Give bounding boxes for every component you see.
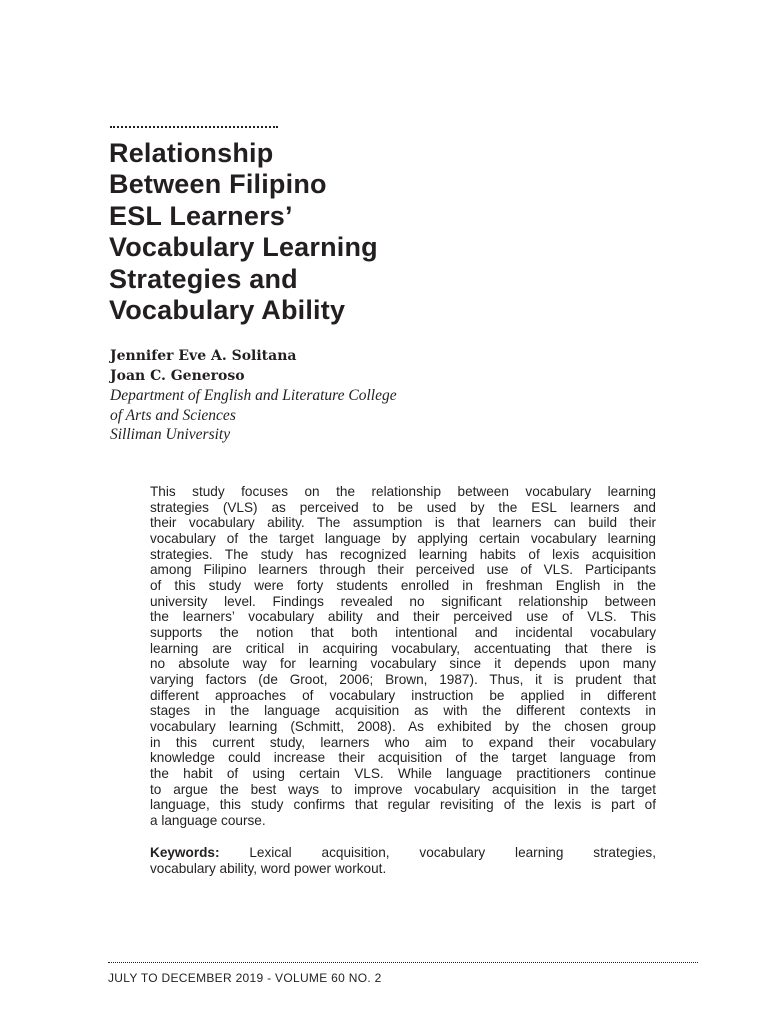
abstract-line: in this current study, learners who aim to expand their vocabulary: [150, 734, 656, 750]
abstract-line: among Filipino learners through their perceived use of VLS. Participants: [150, 562, 656, 578]
abstract-line: the habit of using certain VLS. While language practitioners continue: [150, 766, 656, 782]
abstract-line: strategies. The study has recognized learning habits of lexis acquisition: [150, 546, 656, 562]
authors: [110, 346, 296, 386]
abstract-line: stages in the language acquisition as with the different contexts in: [150, 703, 656, 719]
title-line: Vocabulary Learning: [109, 232, 378, 263]
keywords-line: [150, 845, 656, 861]
affiliation-line: Silliman University: [110, 426, 231, 443]
abstract-line: a language course.: [150, 813, 266, 829]
title-line: Between Filipino: [109, 169, 327, 200]
abstract-line: university level. Findings revealed no significant relationship between: [150, 593, 656, 609]
abstract-line: knowledge could increase their acquisition of the target language from: [150, 750, 656, 766]
abstract-line: vocabulary of the target language by applying certain vocabulary learning: [150, 531, 656, 547]
author-name: Joan C. Generoso: [110, 368, 245, 384]
title-line: ESL Learners’: [109, 200, 293, 231]
title-line: Strategies and: [109, 263, 298, 294]
affiliation-line: of Arts and Sciences: [110, 406, 236, 424]
keywords-line: vocabulary ability, word power workout.: [150, 860, 387, 876]
title-line: Relationship: [109, 138, 274, 168]
abstract-line: different approaches of vocabulary instruction be applied in different: [150, 687, 656, 703]
keywords-label: Keywords:: [150, 845, 220, 860]
affiliation-line: Department of English and Literature College: [110, 387, 397, 404]
author-name: Jennifer Eve A. Solitana: [110, 348, 297, 364]
abstract-line: vocabulary learning (Schmitt, 2008). As exhibited by the chosen group: [150, 719, 656, 735]
abstract: [150, 484, 656, 829]
abstract-line: their vocabulary ability. The assumption is that learners can build their: [150, 515, 656, 531]
abstract-line: varying factors (de Groot, 2006; Brown, 1987). Thus, it is prudent that: [150, 672, 656, 688]
title-line: Vocabulary Ability: [109, 295, 346, 326]
abstract-line: language, this study confirms that regular revisiting of the lexis is part of: [150, 797, 656, 813]
abstract-line: to argue the best ways to improve vocabulary acquisition in the target: [150, 781, 656, 797]
abstract-line: This study focuses on the relationship between vocabulary learning: [150, 484, 656, 499]
footer-issue-info: JULY TO DECEMBER 2019 - VOLUME 60 NO. 2: [108, 971, 382, 985]
keywords: [150, 845, 656, 876]
abstract-line: the learners’ vocabulary ability and their perceived use of VLS. This: [150, 609, 656, 625]
top-dotted-rule: [110, 126, 278, 128]
affiliation: [110, 386, 397, 445]
abstract-line: learning are critical in acquiring vocabulary, accentuating that there is: [150, 640, 656, 656]
abstract-line: supports the notion that both intentional and incidental vocabulary: [150, 625, 656, 641]
abstract-line: strategies (VLS) as perceived to be used by the ESL learners and: [150, 499, 656, 515]
footer-dotted-rule: [108, 962, 698, 963]
article-title: [109, 138, 378, 326]
abstract-line: no absolute way for learning vocabulary since it depends upon many: [150, 656, 656, 672]
abstract-line: of this study were forty students enrolled in freshman English in the: [150, 578, 656, 594]
keywords-text: Lexical acquisition, vocabulary learning strategies,: [219, 845, 656, 860]
